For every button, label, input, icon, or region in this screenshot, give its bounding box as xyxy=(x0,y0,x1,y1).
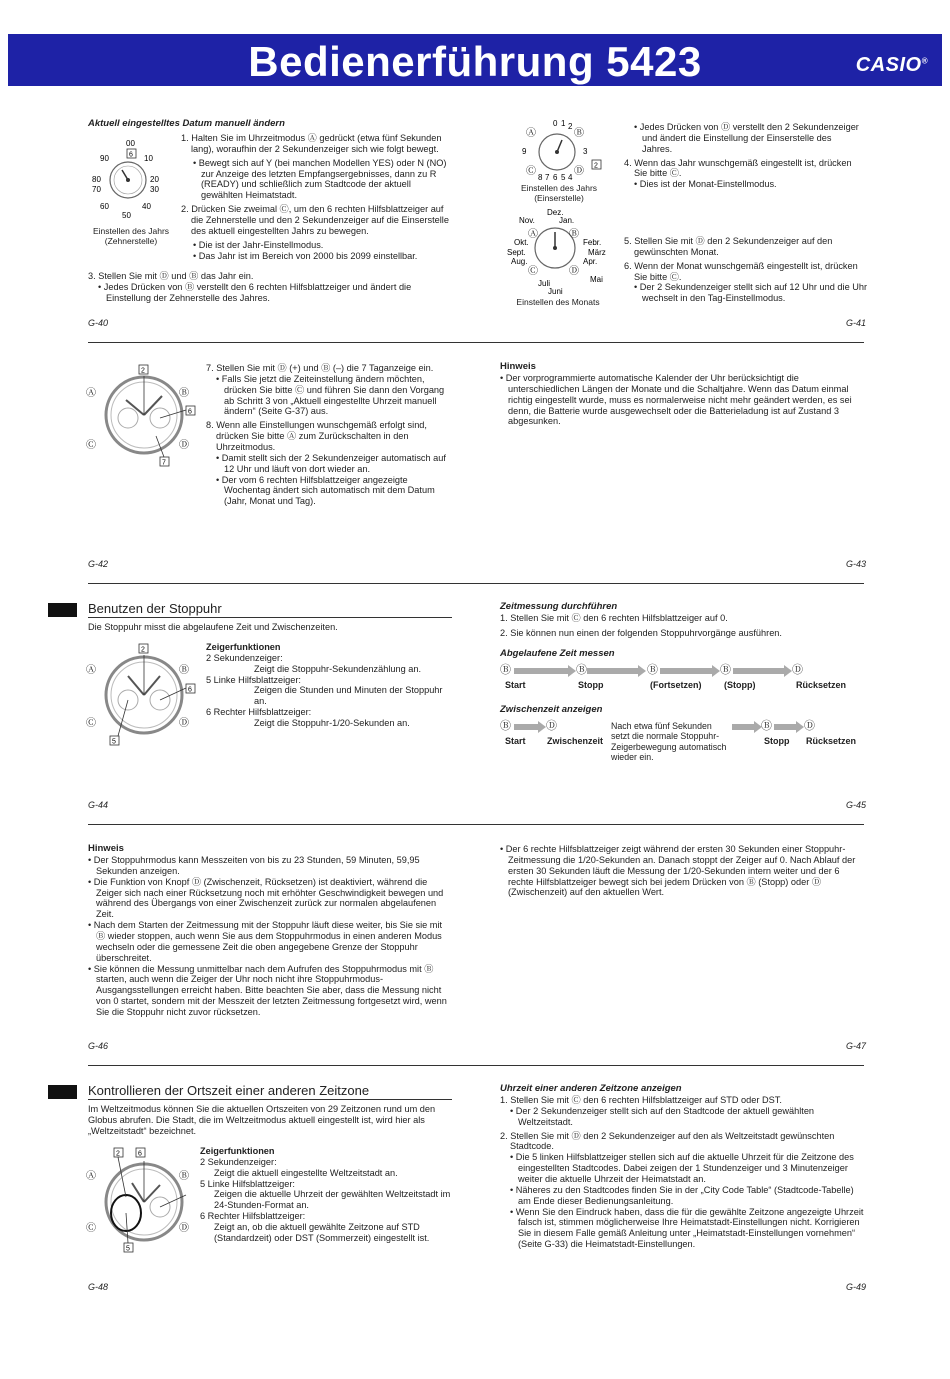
svg-text:5: 5 xyxy=(126,1245,130,1253)
svg-text:5: 5 xyxy=(112,738,116,746)
svg-text:März: März xyxy=(588,248,606,257)
page-number: G-48 xyxy=(88,1282,109,1292)
section-title-underline xyxy=(88,617,452,618)
svg-text:2: 2 xyxy=(116,1150,120,1158)
year-ones-dial xyxy=(515,116,605,188)
page-number: G-40 xyxy=(88,318,109,328)
p40-heading: Aktuell eingestelltes Datum manuell ändern xyxy=(88,118,285,129)
svg-text:20: 20 xyxy=(150,175,159,184)
svg-text:50: 50 xyxy=(122,211,131,220)
svg-text:Apr.: Apr. xyxy=(583,257,598,266)
page-number: G-41 xyxy=(846,318,867,328)
svg-text:3: 3 xyxy=(583,147,588,156)
svg-text:5: 5 xyxy=(561,173,566,182)
divider xyxy=(88,583,864,584)
p47-text: • Der 6 rechte Hilfsblattzeiger zeigt während der ersten 30 Sekunden einer Stoppuhr-Zeitmessung die 1/20-Sekunden an. Danach stoppt der Zeiger auf 0. Nach Ablauf der ersten 30 Sekunden läuft die Messung der 1/20-Sekunden intern weiter und der 6 rechte Hilfsblattzeiger bewegt sich bei jedem Drücken von Ⓑ (Stopp) oder Ⓓ (Zwischenzeit) auf den aktuellen Wert. xyxy=(500,844,856,898)
section-title: Kontrollieren der Ortszeit einer anderen Zeitzone xyxy=(88,1083,370,1098)
svg-text:Jan.: Jan. xyxy=(559,216,575,225)
svg-text:Okt.: Okt. xyxy=(514,238,529,247)
section-marker xyxy=(48,603,77,617)
p44-intro: Die Stoppuhr misst die abgelaufene Zeit und Zwischenzeiten. xyxy=(88,622,338,632)
svg-text:Ⓐ: Ⓐ xyxy=(526,128,536,139)
section-marker xyxy=(48,1085,77,1099)
svg-text:4: 4 xyxy=(568,173,573,182)
svg-text:Ⓓ: Ⓓ xyxy=(179,440,189,451)
svg-text:9: 9 xyxy=(522,147,527,156)
svg-text:2: 2 xyxy=(568,122,573,131)
divider xyxy=(88,1065,864,1066)
page-number: G-47 xyxy=(846,1041,867,1051)
svg-text:70: 70 xyxy=(92,185,101,194)
svg-text:Febr.: Febr. xyxy=(583,238,602,247)
p43-heading: Hinweis xyxy=(500,361,536,372)
svg-text:Ⓓ: Ⓓ xyxy=(179,1223,189,1234)
p48-zeigerfunktionen: Zeigerfunktionen 2 Sekundenzeiger: Zeigt die aktuell eingestellte Weltzeitstadt an. 5 Linke Hilfsblattzeiger: Zeigen die aktuelle Uhrzeit der gewählten Weltzeitstadt im 24-Stunden-Format an. 6 Rechter Hilfsblattzeiger: Zeigt an, ob die aktuell gewählte Zeitzone auf STD (Standardzeit) oder DST (Sommerzeit) eingestellt ist. xyxy=(200,1146,451,1243)
p46-bullets: • Der Stoppuhrmodus kann Messzeiten von bis zu 23 Stunden, 59 Minuten, 59,95 Sekunden anzeigen. • Die Funktion von Knopf Ⓓ (Zwischenzeit, Rücksetzen) ist deaktiviert, während die Zeiger sich nach einer Rücksetzung noch mit erhöhter Geschwindigkeit bewegen und während des Übergangs von einer Zwischenzeit zurück zur normalen abgelaufenen Zeit. • Nach dem Starten der Zeitmessung mit der Stoppuhr läuft diese weiter, bis Sie sie mit Ⓑ wieder stoppen, auch wenn Sie aus dem Stoppuhrmodus in einen anderen Modus wechseln oder die gemessene Zeit die oben angegebene Grenze der Stoppuhr überschreitet. • Sie können die Messung unmittelbar nach dem Aufrufen des Stoppuhrmodus mit Ⓑ starten, auch wenn die Zeiger der Uhr noch nicht ihre Stoppuhrmodus-Ausgangsstellungen erreicht haben. Bitte beachten Sie aber, dass die Messung nicht von 0 startet, sondern mit der Messzeit der letzten Zeitmessung fortgesetzt wird, wenn Sie die Stoppuhr nicht zuvor rücksetzen. xyxy=(88,855,447,1018)
svg-text:10: 10 xyxy=(144,154,153,163)
svg-text:Ⓐ: Ⓐ xyxy=(86,665,96,676)
watch-diagram-g48 xyxy=(86,1145,201,1255)
svg-text:Ⓐ: Ⓐ xyxy=(86,1171,96,1182)
p41-text-top: • Jedes Drücken von Ⓓ verstellt den 2 Sekundenzeiger und ändert die Einstellung der Einserstelle des Jahres. 4. Wenn das Jahr wunschgemäß eingestellt ist, drücken Sie bitte Ⓒ. • Dies ist der Monat-Einstellmodus. xyxy=(624,122,859,190)
dial-label: 00 xyxy=(126,139,135,148)
p40-dial-caption: Einstellen des Jahrs (Zehnerstelle) xyxy=(92,226,170,247)
header-banner xyxy=(8,34,942,86)
svg-text:60: 60 xyxy=(100,202,109,211)
svg-text:1: 1 xyxy=(561,119,566,128)
svg-text:6: 6 xyxy=(138,1150,142,1158)
p49-text: 1. Stellen Sie mit Ⓒ den 6 rechten Hilfsblattzeiger auf STD oder DST. • Der 2 Sekundenzeiger stellt sich auf den Stadtcode der aktuell gewählten Weltzeitstadt. 2. Stellen Sie mit Ⓓ den 2 Sekundenzeiger auf den als Weltzeitstadt gewünschten Stadtcode. • Die 5 linken Hilfsblattzeiger stellen sich auf die aktuelle Uhrzeit für die Zeitzone des eingestellten Stadtcodes. Dabei zeigen der 1 Stundenzeiger und 3 Minutenzeiger weiter die aktuelle Uhrzeit der Heimatstadt an. • Näheres zu den Stadtcodes finden Sie in der „City Code Table“ (Stadtcode-Tabelle) am Ende dieser Bedienungsanleitung. • Wenn Sie den Eindruck haben, dass die für die gewählte Zeitzone angezeigte Uhrzeit falsch ist, stimmen möglicherweise Ihre Heimatstadt-Einstellungen nicht. Korrigieren Sie in diesem Falle gemäß Anleitung unter „Heimatstadt-Einstellungen vornehmen“ (Seite G-33) die Heimatstadt-Einstellungen. xyxy=(500,1095,864,1250)
p45-heading: Zeitmessung durchführen xyxy=(500,601,618,612)
dial-marker: 6 xyxy=(129,151,133,159)
divider xyxy=(88,824,864,825)
flow2-diagram: Ⓑ Ⓓ Ⓑ Ⓓ Start Zwischenzeit Nach etwa fünf Sekunden setzt die normale Stoppuhr-Zeigerbewegung automatisch wieder ein. Stopp Rücksetzen xyxy=(500,720,857,763)
svg-text:30: 30 xyxy=(150,185,159,194)
svg-text:Ⓒ: Ⓒ xyxy=(528,266,538,277)
svg-text:Ⓓ: Ⓓ xyxy=(179,718,189,729)
svg-text:6: 6 xyxy=(553,173,558,182)
p41-text-bottom: 5. Stellen Sie mit Ⓓ den 2 Sekundenzeiger auf den gewünschten Monat. 6. Wenn der Monat wunschgemäß eingestellt ist, drücken Sie bitte Ⓒ. • Der 2 Sekundenzeiger stellt sich auf 12 Uhr und die Uhr wechselt in den Tag-Einstellmodus. xyxy=(624,236,868,304)
page-number: G-45 xyxy=(846,800,867,810)
casio-logo: CASIO® xyxy=(855,54,928,76)
svg-text:6: 6 xyxy=(188,686,192,694)
svg-text:2: 2 xyxy=(594,162,598,170)
svg-text:2: 2 xyxy=(141,367,145,375)
svg-text:Ⓒ: Ⓒ xyxy=(86,440,96,451)
svg-text:90: 90 xyxy=(100,154,109,163)
p41-dial2-caption: Einstellen des Monats xyxy=(516,297,600,307)
svg-text:Ⓐ: Ⓐ xyxy=(528,229,538,240)
svg-text:Aug.: Aug. xyxy=(511,257,528,266)
p44-zeigerfunktionen: Zeigerfunktionen 2 Sekundenzeiger: Zeigt die Stoppuhr-Sekundenzählung an. 5 Linke Hilfsblattzeiger: Zeigen die Stunden und Minuten der Stoppuhr an. 6 Rechter Hilfsblattzeiger: Zeigt die Stoppuhr-1/20-Sekunden an. xyxy=(206,642,443,729)
svg-text:Ⓒ: Ⓒ xyxy=(526,166,536,177)
svg-text:Ⓑ: Ⓑ xyxy=(179,388,189,399)
month-dial xyxy=(503,206,613,298)
flow1-diagram: Ⓑ Ⓑ Ⓑ Ⓑ Ⓓ Start Stopp (Fortsetzen) (Stopp) Rücksetzen xyxy=(500,664,847,690)
svg-text:Ⓒ: Ⓒ xyxy=(86,718,96,729)
p41-dial1-caption: Einstellen des Jahrs (Einserstelle) xyxy=(520,183,598,204)
p46-heading: Hinweis xyxy=(88,843,124,854)
svg-text:2: 2 xyxy=(141,646,145,654)
flow2-heading: Zwischenzeit anzeigen xyxy=(500,704,603,715)
p49-heading: Uhrzeit einer anderen Zeitzone anzeigen xyxy=(500,1083,682,1094)
p43-text: • Der vorprogrammierte automatische Kalender der Uhr berücksichtigt die unterschiedlichen Längen der Monate und die Schaltjahre. Wenn das Datum einmal richtig eingestellt wurde, muss es normalerweise nicht mehr geändert werden, es sei denn, die Batterie wurde ausgewechselt oder die Batterieladung ist auf Zustand 3 abgesunken. xyxy=(500,373,852,427)
svg-text:Ⓑ: Ⓑ xyxy=(179,1171,189,1182)
svg-text:Dez.: Dez. xyxy=(547,208,564,217)
p45-steps: 1. Stellen Sie mit Ⓒ den 6 rechten Hilfsblattzeiger auf 0. 2. Sie können nun einen der folgenden Stoppuhrvorgänge ausführen. xyxy=(500,613,782,638)
divider xyxy=(88,342,864,343)
p40-step3: 3. Stellen Sie mit Ⓓ und Ⓑ das Jahr ein. • Jedes Drücken von Ⓑ verstellt den 6 rechten Hilfsblattzeiger und ändert die Einstellung der Zehnerstelle des Jahres. xyxy=(88,271,412,303)
watch-diagram-g42 xyxy=(86,360,201,468)
svg-text:7: 7 xyxy=(162,459,166,467)
section-title: Benutzen der Stoppuhr xyxy=(88,601,222,616)
svg-text:Juni: Juni xyxy=(548,287,563,296)
page-number: G-44 xyxy=(88,800,109,810)
svg-text:Ⓓ: Ⓓ xyxy=(569,266,579,277)
flow1-heading: Abgelaufene Zeit messen xyxy=(500,648,615,659)
svg-text:Ⓒ: Ⓒ xyxy=(86,1223,96,1234)
svg-text:Juli: Juli xyxy=(538,279,551,288)
page-number: G-49 xyxy=(846,1282,867,1292)
svg-text:Nov.: Nov. xyxy=(519,216,535,225)
svg-text:40: 40 xyxy=(142,202,151,211)
svg-text:8: 8 xyxy=(538,173,543,182)
p48-intro: Im Weltzeitmodus können Sie die aktuellen Ortszeiten von 29 Zeitzonen rund um den Globus abrufen. Die Stadt, die im Weltzeitmodus aktuell eingestellt ist, wird hier als „Weltzeitstadt“ bezeichnet. xyxy=(88,1104,436,1136)
page-number: G-42 xyxy=(88,559,109,569)
svg-text:Ⓑ: Ⓑ xyxy=(179,665,189,676)
svg-text:6: 6 xyxy=(188,408,192,416)
svg-text:0: 0 xyxy=(553,119,558,128)
section-title-underline xyxy=(88,1099,452,1100)
p40-steps: 1. Halten Sie im Uhrzeitmodus Ⓐ gedrückt (etwa fünf Sekunden lang), woraufhin der 2 Sekundenzeiger sich wie folgt bewegt. • Bewegt sich auf Y (bei manchen Modellen YES) oder N (NO) zur Anzeige des letzten Empfangsergebnisses, dann zu R (READY) und schließlich zum Stadtcode der aktuell gewählten Heimatstadt. 2. Drücken Sie zweimal Ⓒ, um den 6 rechten Hilfsblattzeiger auf die Zehnerstelle und den 2 Sekundenzeiger auf die Einserstelle des aktuell eingestellten Jahrs zu bewegen. • Die ist der Jahr-Einstellmodus. • Das Jahr ist im Bereich von 2000 bis 2099 einstellbar. xyxy=(181,133,449,261)
page-number: G-43 xyxy=(846,559,867,569)
page-title: Bedienerführung 5423 xyxy=(248,38,702,85)
svg-text:Ⓓ: Ⓓ xyxy=(574,166,584,177)
p42-text: 7. Stellen Sie mit Ⓓ (+) und Ⓑ (–) die 7 Taganzeige ein. • Falls Sie jetzt die Zeiteinstellung ändern möchten, drücken Sie bitte Ⓒ und führen Sie dann den Vorgang ab Schritt 3 von „Aktuell eingestellte Uhrzeit manuell ändern“ (Seite G-37) aus. 8. Wenn alle Einstellungen wunschgemäß erfolgt sind, drücken Sie bitte Ⓐ zum Zurückschalten in den Uhrzeitmodus. • Damit stellt sich der 2 Sekundenzeiger automatisch auf 12 Uhr und läuft von dort wieder an. • Der vom 6 rechten Hilfsblattzeiger angezeigte Wochentag ändert sich automatisch mit dem Datum (Jahr, Monat und Tag). xyxy=(206,363,446,507)
watch-diagram-g44 xyxy=(86,640,201,748)
svg-text:Sept.: Sept. xyxy=(507,248,526,257)
svg-text:80: 80 xyxy=(92,175,101,184)
svg-text:Ⓑ: Ⓑ xyxy=(574,128,584,139)
svg-text:Ⓑ: Ⓑ xyxy=(569,229,579,240)
page-number: G-46 xyxy=(88,1041,109,1051)
svg-text:7: 7 xyxy=(545,173,550,182)
svg-text:Ⓐ: Ⓐ xyxy=(86,388,96,399)
svg-text:Mai: Mai xyxy=(590,275,603,284)
